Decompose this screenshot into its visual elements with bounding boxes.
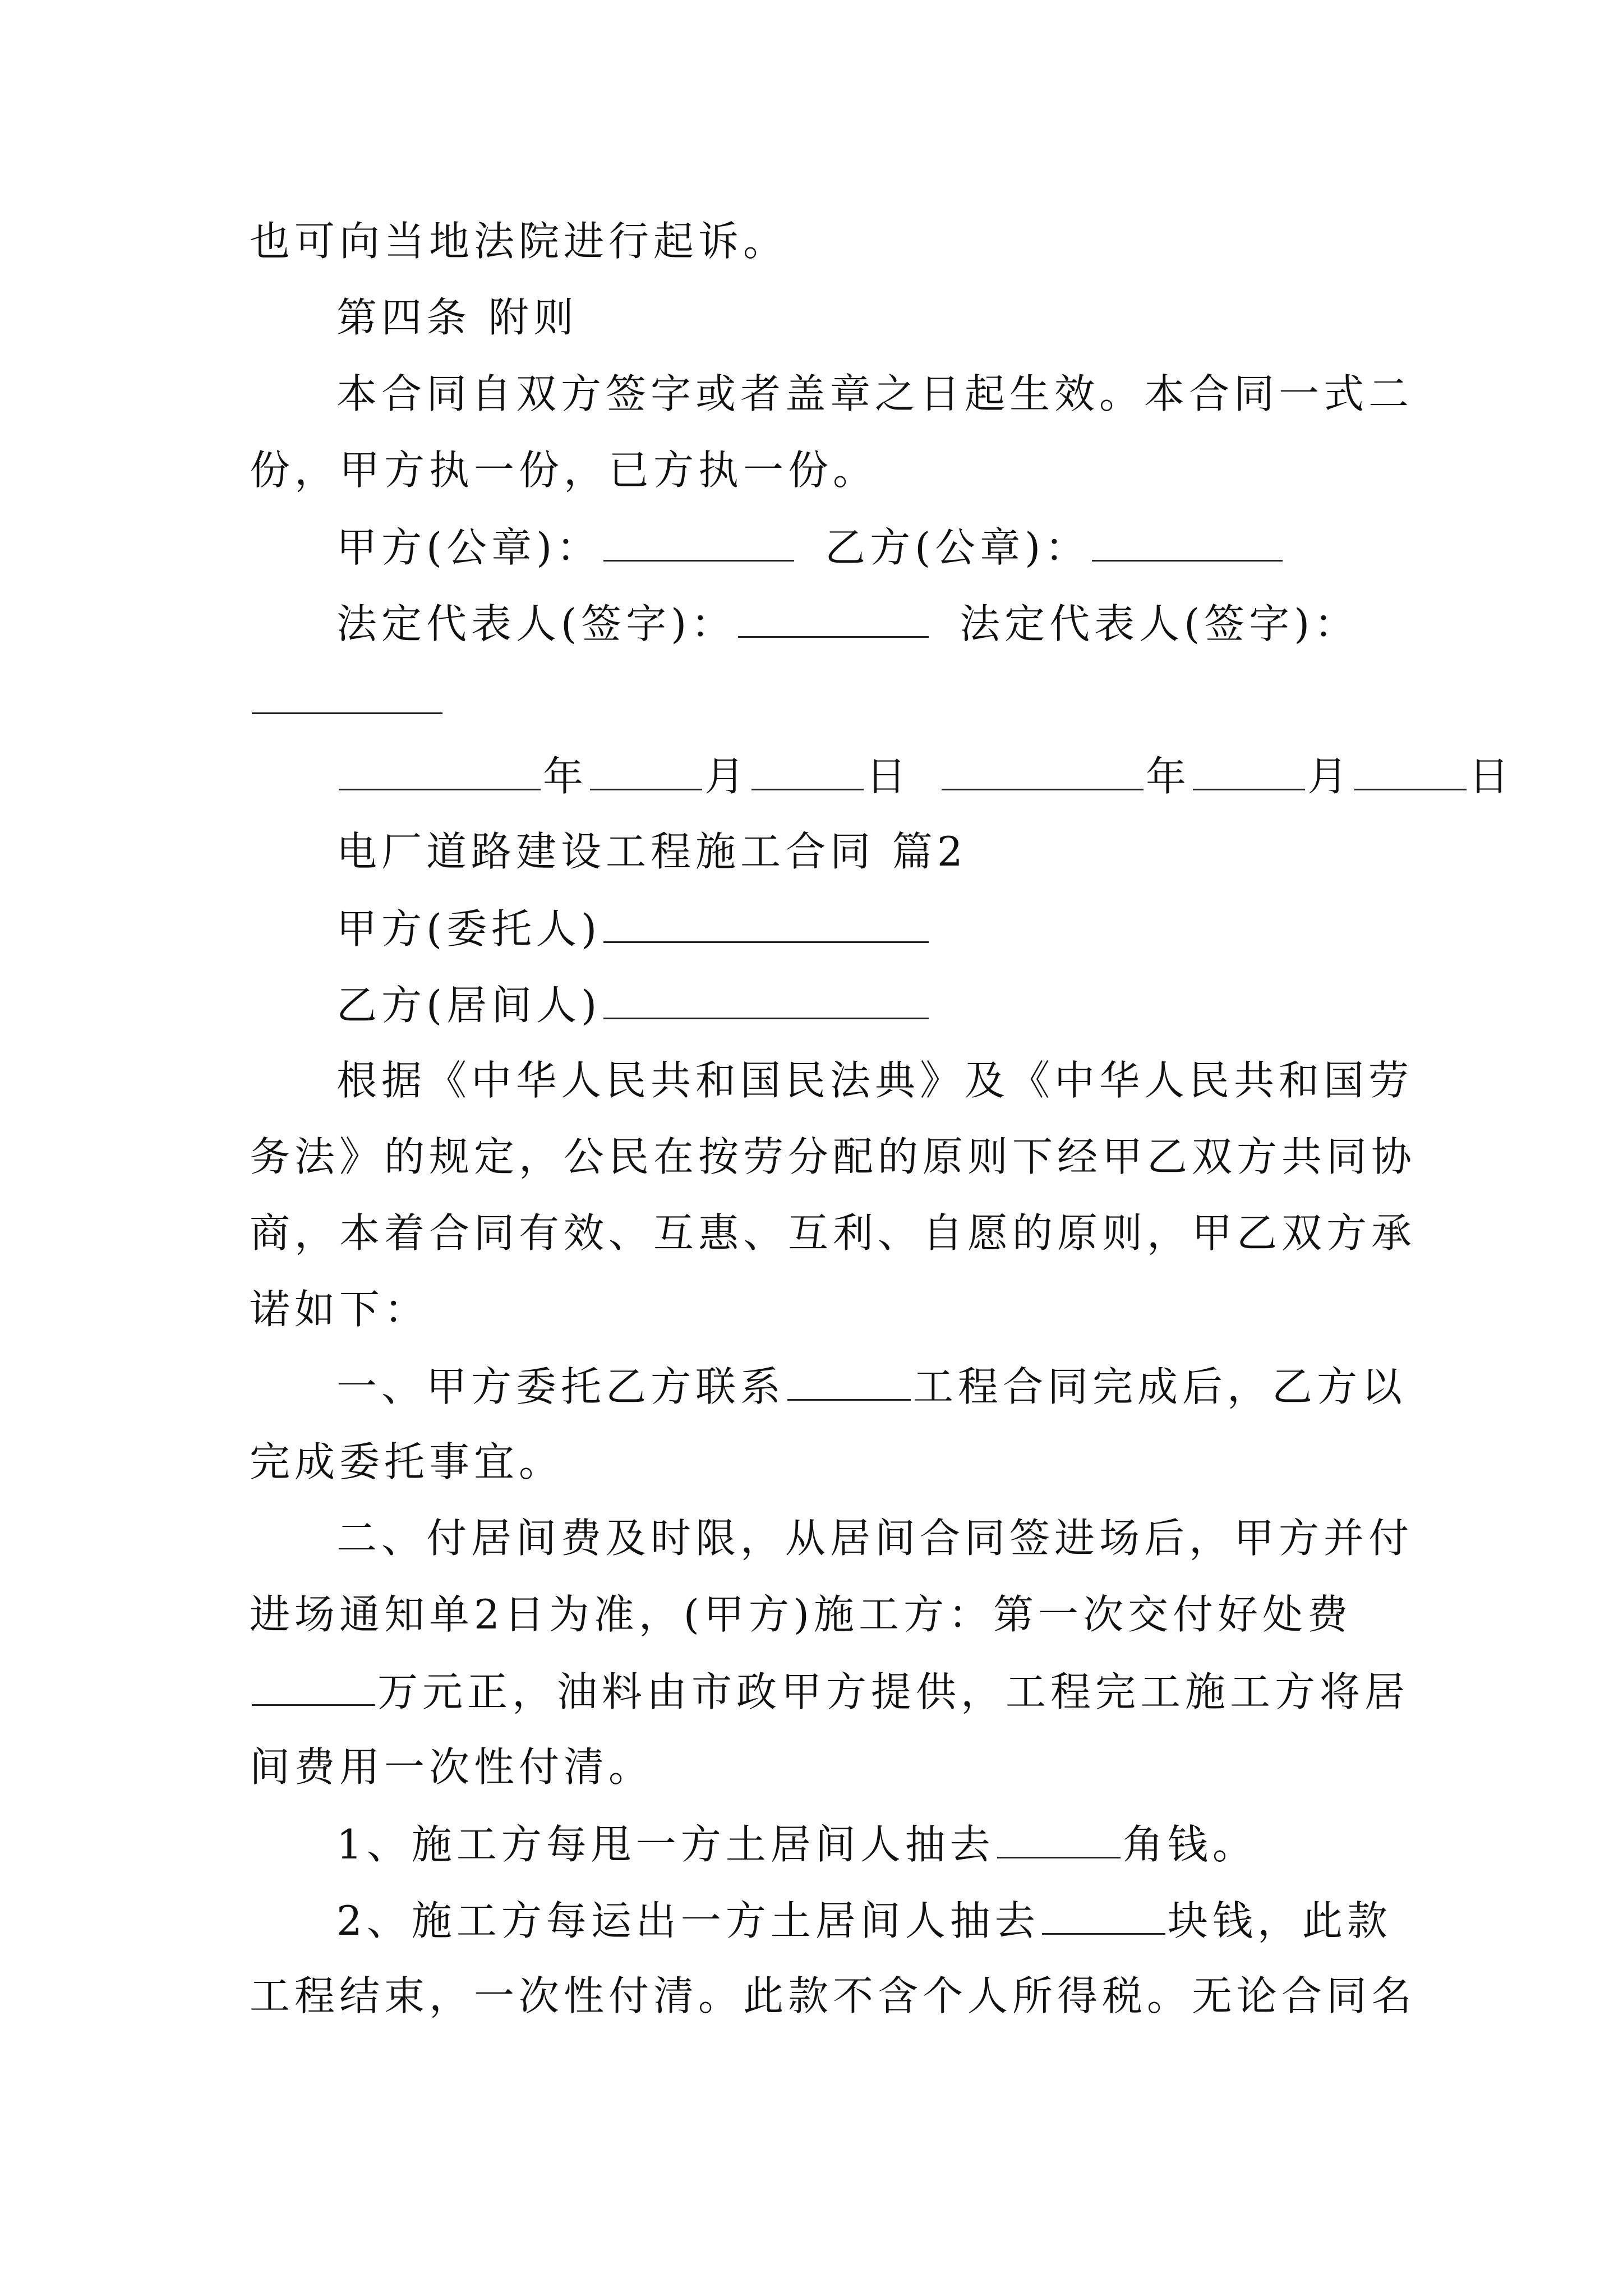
clause-text: 角钱。: [1122, 1821, 1257, 1868]
clause-text: 块钱，此款: [1167, 1897, 1392, 1944]
party-b-label: 乙方(居间人): [336, 982, 602, 1029]
party-a-rep-label: 法定代表人(签字)：: [336, 600, 736, 647]
section-heading: 第四条 附则: [336, 294, 578, 341]
blank-field: [997, 1816, 1121, 1858]
month-label: 月: [1307, 753, 1352, 800]
clause-line: [336, 1816, 1257, 1871]
clause-text: 工程合同完成后，乙方以: [913, 1363, 1407, 1410]
day-label: 日: [1468, 753, 1514, 800]
clause-text: 1、施工方每甩一方土居间人抽去: [336, 1821, 995, 1868]
text-line: 间费用一次性付清。: [250, 1743, 654, 1791]
clause-line: [250, 1664, 1409, 1719]
contract-title: 电厂道路建设工程施工合同 篇2: [336, 828, 967, 875]
clause-line: [336, 1359, 1407, 1414]
signature-line-seal: [336, 519, 1285, 574]
blank-field: [751, 748, 864, 790]
text-line: 商，本着合同有效、互惠、互利、自愿的原则，甲乙双方承: [250, 1209, 1417, 1257]
blank-field: [252, 672, 442, 714]
day-label: 日: [866, 753, 911, 800]
blank-field: [738, 596, 929, 638]
blank-field: [1042, 1893, 1165, 1935]
party-b-seal-label: 乙方(公章)：: [825, 524, 1090, 571]
date-line: [336, 748, 1514, 803]
text-line: 完成委托事宜。: [250, 1438, 564, 1485]
text-line: 也可向当地法院进行起诉。: [250, 218, 789, 265]
blank-field: [1092, 519, 1283, 562]
blank-field: [339, 748, 541, 790]
party-a-label: 甲方(委托人): [336, 905, 602, 953]
continuation-blank: [250, 672, 445, 727]
signature-line-rep: [336, 596, 1359, 651]
party-b-line: [336, 977, 931, 1032]
clause-text: 2、施工方每运出一方土居间人抽去: [336, 1897, 1040, 1944]
text-line: 诺如下：: [250, 1286, 430, 1333]
clause-text: 万元正，油料由市政甲方提供，工程完工施工方将居: [377, 1668, 1410, 1715]
text-line: 进场通知单2日为准，(甲方)施工方：第一次交付好处费: [250, 1591, 1352, 1638]
blank-field: [942, 748, 1144, 790]
text-line: 工程结束，一次性付清。此款不含个人所得税。无论合同名: [250, 1972, 1417, 2019]
blank-field: [1193, 748, 1305, 790]
party-b-rep-label: 法定代表人(签字)：: [960, 600, 1359, 647]
blank-field: [252, 1664, 375, 1706]
month-label: 月: [704, 753, 750, 800]
blank-field: [603, 977, 929, 1019]
party-a-line: [336, 901, 931, 956]
text-line: 份，甲方执一份，已方执一份。: [250, 447, 878, 494]
blank-field: [1354, 748, 1467, 790]
blank-field: [603, 519, 794, 562]
text-line: 务法》的规定，公民在按劳分配的原则下经甲乙双方共同协: [250, 1133, 1417, 1180]
blank-field: [603, 901, 929, 943]
clause-text: 一、甲方委托乙方联系: [336, 1363, 786, 1410]
year-label: 年: [1145, 753, 1191, 800]
party-a-seal-label: 甲方(公章)：: [336, 524, 602, 571]
blank-field: [590, 748, 702, 790]
clause-line: [336, 1893, 1392, 1948]
text-line: 根据《中华人民共和国民法典》及《中华人民共和国劳: [336, 1057, 1414, 1104]
blank-field: [787, 1359, 911, 1401]
text-line: 二、付居间费及时限，从居间合同签进场后，甲方并付: [336, 1515, 1414, 1562]
year-label: 年: [543, 753, 588, 800]
text-line: 本合同自双方签字或者盖章之日起生效。本合同一式二: [336, 370, 1414, 417]
